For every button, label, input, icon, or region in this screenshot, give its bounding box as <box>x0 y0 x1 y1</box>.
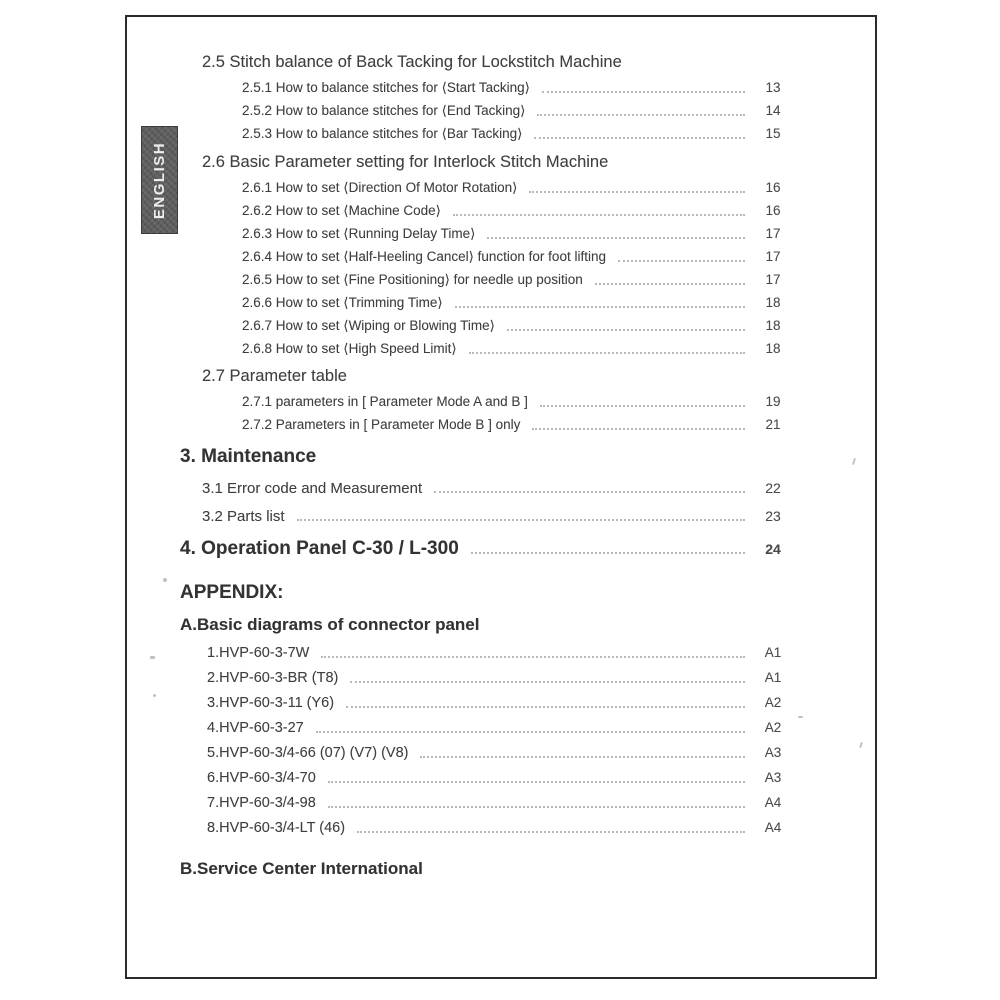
toc-section-appendix-b <box>127 854 795 884</box>
toc-entry-text: 2.7 Parameter table <box>202 366 347 385</box>
toc-page-number: 24 <box>765 541 781 557</box>
dotted-leader <box>316 731 745 733</box>
toc-entry-text: 3.1 Error code and Measurement <box>202 479 423 497</box>
dotted-leader <box>469 352 745 354</box>
document-page <box>125 15 877 979</box>
toc-entry-text: 2.5.3 How to balance stitches for ⟨Bar Tacking⟩ <box>242 125 523 141</box>
toc-entry-text: 2.5.1 How to balance stitches for ⟨Start Tacking⟩ <box>242 79 530 95</box>
toc-entry-3-2 <box>127 502 795 530</box>
toc-page-number: A1 <box>764 645 782 660</box>
table-of-contents <box>127 17 875 884</box>
dotted-leader <box>455 306 745 308</box>
toc-section-3 <box>127 440 795 474</box>
toc-page-number: 22 <box>765 480 781 496</box>
toc-section-2-6 <box>127 148 795 176</box>
toc-page-number: A2 <box>764 720 782 735</box>
dotted-leader <box>420 756 745 758</box>
toc-page-number: A3 <box>764 745 782 760</box>
scan-artifact <box>153 694 156 697</box>
toc-page-number: 16 <box>765 203 781 218</box>
toc-entry-text: A.Basic diagrams of connector panel <box>180 615 480 634</box>
toc-page-number: 15 <box>765 126 781 141</box>
toc-page-number: 16 <box>765 180 781 195</box>
toc-entry-appendix-1 <box>127 640 795 665</box>
dotted-leader <box>532 428 745 430</box>
toc-page-number: 19 <box>765 394 781 409</box>
dotted-leader <box>595 283 745 285</box>
toc-entry-text: 2.6.8 How to set ⟨High Speed Limit⟩ <box>242 340 457 356</box>
toc-entry-2-6-2 <box>127 199 795 222</box>
dotted-leader <box>529 191 745 193</box>
toc-entry-2-6-5 <box>127 268 795 291</box>
toc-entry-text: 2.6.1 How to set ⟨Direction Of Motor Rotation⟩ <box>242 179 518 195</box>
scan-artifact <box>798 716 803 718</box>
toc-entry-text: 1.HVP-60-3-7W <box>207 644 310 661</box>
toc-entry-text: B.Service Center International <box>180 859 423 878</box>
dotted-leader <box>321 656 745 658</box>
toc-page-number: 18 <box>765 295 781 310</box>
toc-entry-text: 2.6.4 How to set ⟨Half-Heeling Cancel⟩ function for foot lifting <box>242 248 606 264</box>
toc-entry-text: 2.HVP-60-3-BR (T8) <box>207 669 339 686</box>
toc-entry-2-6-6 <box>127 291 795 314</box>
toc-section-appendix <box>127 576 795 610</box>
toc-section-4 <box>127 532 795 566</box>
toc-entry-text: 3. Maintenance <box>180 446 317 467</box>
toc-entry-2-6-7 <box>127 314 795 337</box>
toc-entry-appendix-8 <box>127 815 795 840</box>
dotted-leader <box>507 329 745 331</box>
dotted-leader <box>471 552 745 554</box>
dotted-leader <box>434 491 745 493</box>
dotted-leader <box>453 214 745 216</box>
toc-entry-text: 2.5.2 How to balance stitches for ⟨End Tacking⟩ <box>242 102 526 118</box>
toc-entry-text: 2.5 Stitch balance of Back Tacking for Lockstitch Machine <box>202 52 622 71</box>
toc-entry-text: 2.7.2 Parameters in [ Parameter Mode B ] only <box>242 417 521 432</box>
dotted-leader <box>537 114 745 116</box>
toc-page-number: 17 <box>765 272 781 287</box>
language-tab-label: ENGLISH <box>151 141 168 219</box>
dotted-leader <box>346 706 745 708</box>
toc-page-number: A4 <box>764 795 782 810</box>
toc-entry-text: 8.HVP-60-3/4-LT (46) <box>207 819 346 836</box>
toc-entry-2-6-3 <box>127 222 795 245</box>
toc-entry-2-6-8 <box>127 337 795 360</box>
toc-entry-2-6-1 <box>127 176 795 199</box>
dotted-leader <box>618 260 745 262</box>
toc-entry-text: 2.6 Basic Parameter setting for Interlock Stitch Machine <box>202 152 609 171</box>
toc-entry-text: 2.6.6 How to set ⟨Trimming Time⟩ <box>242 294 443 310</box>
toc-entry-text: 2.6.5 How to set ⟨Fine Positioning⟩ for needle up position <box>242 271 583 287</box>
toc-entry-2-5-1 <box>127 76 795 99</box>
toc-page-number: A1 <box>764 670 782 685</box>
toc-page-number: 21 <box>765 417 781 432</box>
toc-page-number: 18 <box>765 341 781 356</box>
toc-page-number: A4 <box>764 820 782 835</box>
scan-artifact <box>163 578 167 582</box>
toc-entry-appendix-4 <box>127 715 795 740</box>
dotted-leader <box>297 519 745 521</box>
toc-entry-2-6-4 <box>127 245 795 268</box>
toc-page-number: 17 <box>765 226 781 241</box>
toc-entry-text: 2.7.1 parameters in [ Parameter Mode A and B ] <box>242 394 528 409</box>
toc-entry-3-1 <box>127 474 795 502</box>
dotted-leader <box>487 237 745 239</box>
toc-entry-text: 2.6.3 How to set ⟨Running Delay Time⟩ <box>242 225 476 241</box>
toc-section-appendix-a <box>127 610 795 640</box>
toc-entry-appendix-5 <box>127 740 795 765</box>
dotted-leader <box>540 405 745 407</box>
dotted-leader <box>534 137 745 139</box>
toc-entry-text: 4. Operation Panel C-30 / L-300 <box>180 538 459 559</box>
toc-page-number: 18 <box>765 318 781 333</box>
toc-entry-text: APPENDIX: <box>180 582 284 603</box>
toc-entry-appendix-6 <box>127 765 795 790</box>
toc-page-number: 17 <box>765 249 781 264</box>
dotted-leader <box>357 831 745 833</box>
toc-entry-text: 3.2 Parts list <box>202 507 285 525</box>
dotted-leader <box>542 91 745 93</box>
toc-page-number: A2 <box>764 695 782 710</box>
toc-entry-text: 2.6.2 How to set ⟨Machine Code⟩ <box>242 202 441 218</box>
dotted-leader <box>350 681 745 683</box>
toc-entry-text: 6.HVP-60-3/4-70 <box>207 769 316 786</box>
toc-page-number: 23 <box>765 508 781 524</box>
dotted-leader <box>328 806 745 808</box>
toc-entry-text: 7.HVP-60-3/4-98 <box>207 794 316 811</box>
toc-entry-2-7-1 <box>127 390 795 413</box>
scan-artifact <box>150 656 155 659</box>
dotted-leader <box>328 781 745 783</box>
toc-page-number: 13 <box>765 80 781 95</box>
toc-entry-text: 5.HVP-60-3/4-66 (07) (V7) (V8) <box>207 744 409 761</box>
toc-entry-appendix-3 <box>127 690 795 715</box>
toc-entry-text: 2.6.7 How to set ⟨Wiping or Blowing Time⟩ <box>242 317 495 333</box>
toc-page-number: A3 <box>764 770 782 785</box>
toc-entry-appendix-2 <box>127 665 795 690</box>
toc-entry-appendix-7 <box>127 790 795 815</box>
toc-entry-text: 4.HVP-60-3-27 <box>207 719 304 736</box>
toc-entry-2-5-3 <box>127 122 795 145</box>
toc-section-2-7 <box>127 362 795 390</box>
toc-entry-2-7-2 <box>127 413 795 436</box>
toc-page-number: 14 <box>765 103 781 118</box>
toc-section-2-5 <box>127 48 795 76</box>
toc-entry-text: 3.HVP-60-3-11 (Y6) <box>207 694 335 711</box>
toc-entry-2-5-2 <box>127 99 795 122</box>
